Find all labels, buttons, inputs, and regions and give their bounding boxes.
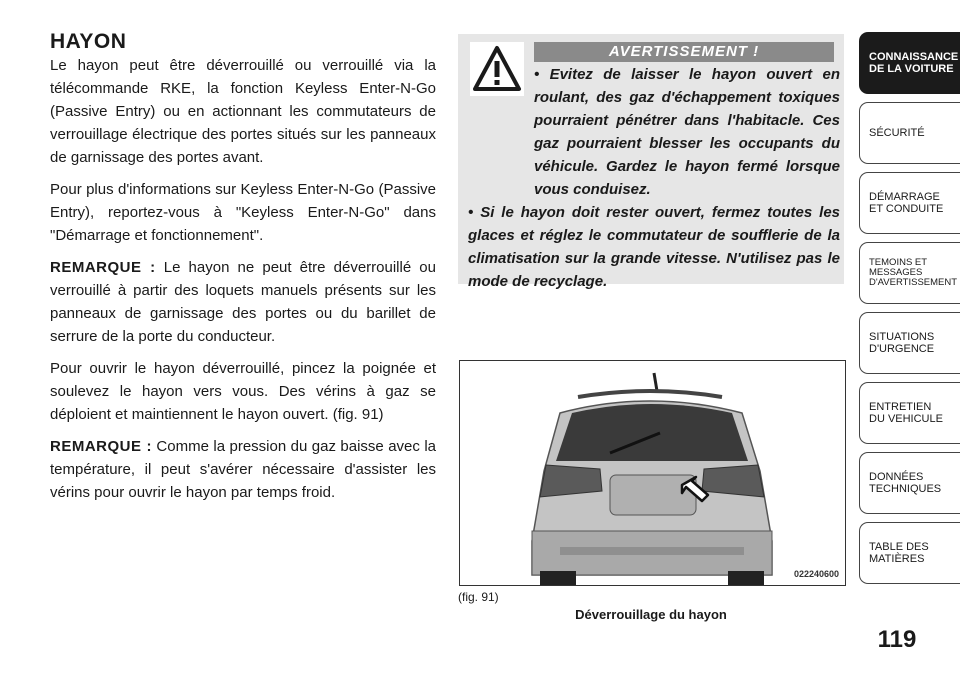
remark-text: Le hayon ne peut être déverrouillé ou verrouillé à partir des loquets manuels présents sur les panneaux de garnissage des portes ou du barillet de serrure de la porte du conducteur. — [50, 259, 436, 345]
tab-securite[interactable]: SÉCURITÉ — [859, 102, 960, 164]
warning-header: AVERTISSEMENT ! — [534, 42, 834, 62]
tab-temoins-messages[interactable]: TEMOINS ET MESSAGES D'AVERTISSEMENT — [859, 242, 960, 304]
paragraph-opening: Pour ouvrir le hayon déverrouillé, pincez la poignée et soulevez le hayon vers vous. Des vérins à gaz se déploient et maintiennent le hayon ouvert. (fig. 91) — [50, 360, 436, 423]
figure-code: 022240600 — [793, 569, 839, 579]
paragraph-reference: Pour plus d'informations sur Keyless Enter-N-Go (Passive Entry), reportez-vous à "Keyless Enter-N-Go" dans "Démarrage et fonctionnement". — [50, 181, 436, 244]
figure-caption: Déverrouillage du hayon — [575, 607, 727, 622]
tab-donnees-techniques[interactable]: DONNÉES TECHNIQUES — [859, 452, 960, 514]
remark-paragraph-2 — [50, 435, 436, 504]
car-rear-illustration — [460, 361, 845, 585]
remark-label: REMARQUE : — [50, 438, 152, 455]
chapter-tabs — [859, 32, 960, 592]
warning-text — [468, 63, 840, 293]
main-text-column — [50, 54, 436, 513]
remark-text: Comme la pression du gaz baisse avec la température, il peut s'avérer nécessaire d'assister les vérins pour ouvrir le hayon par temps froid. — [50, 438, 437, 501]
tab-demarrage-conduite[interactable]: DÉMARRAGE ET CONDUITE — [859, 172, 960, 234]
paragraph-intro: Le hayon peut être déverrouillé ou verrouillé via la télécommande RKE, la fonction Keyless Enter-N-Go (Passive Entry) ou en actionnant les commutateurs de verrouillage électrique des portes situés sur les panneaux de garnissage des portes avant. — [50, 57, 436, 166]
figure-tailgate — [459, 360, 846, 586]
figure-label: (fig. 91) — [458, 590, 499, 604]
tab-entretien-vehicule[interactable]: ENTRETIEN DU VEHICULE — [859, 382, 960, 444]
tab-connaissance-voiture[interactable]: CONNAISSANCE DE LA VOITURE — [859, 32, 960, 94]
remark-label: REMARQUE : — [50, 259, 156, 276]
tab-table-matieres[interactable]: TABLE DES MATIÈRES — [859, 522, 960, 584]
warning-item-2: • Si le hayon doit rester ouvert, fermez toutes les glaces et réglez le commutateur de soufflerie de la climatisation sur la grande vitesse. N'utilisez pas le mode de recyclage. — [468, 204, 840, 290]
tab-situations-urgence[interactable]: SITUATIONS D'URGENCE — [859, 312, 960, 374]
page-number: 119 — [877, 626, 917, 653]
section-title: HAYON — [50, 30, 127, 53]
warning-box — [458, 34, 844, 290]
warning-item-1: • Evitez de laisser le hayon ouvert en roulant, des gaz d'échappement toxiques pourraient pénétrer dans l'habitacle. Ces gaz pourraient blesser les occupants du véhicule. Gardez le hayon fermé lorsque vous conduisez. — [534, 66, 840, 198]
remark-paragraph-1 — [50, 256, 436, 348]
